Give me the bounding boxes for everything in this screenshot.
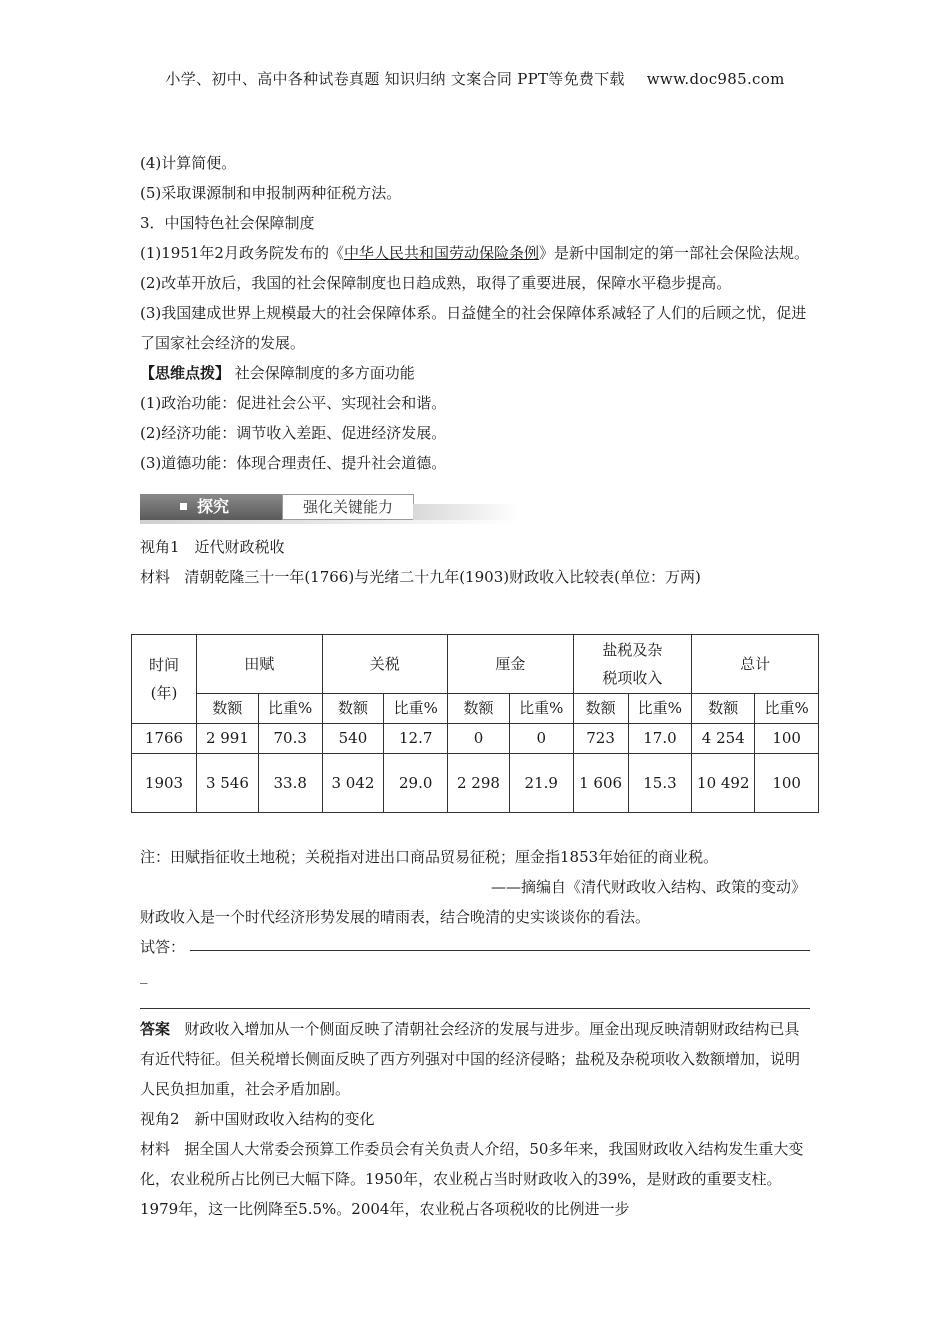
table-cell: 2 298 [448, 754, 510, 813]
table-cell: 3 042 [322, 754, 384, 813]
table-subheader-row [132, 694, 819, 724]
lower-section [140, 1014, 812, 1224]
sub-header: 比重% [628, 694, 692, 724]
answer-dash: _ [140, 966, 148, 984]
function-2: (2)经济功能：调节收入差距、促进经济发展。 [140, 424, 447, 442]
table-row [132, 754, 819, 813]
sub-header: 数额 [322, 694, 384, 724]
note-source: ——摘编自《清代财政收入结构、政策的变动》 [490, 878, 806, 896]
note-text: 注：田赋指征收土地税；关税指对进出口商品贸易征税；厘金指1853年始征的商业税。 [140, 848, 719, 866]
section-banner [140, 490, 518, 524]
note-section [140, 842, 812, 990]
answer-paragraph [140, 1014, 812, 1104]
material-label-2: 材料 [140, 1140, 171, 1158]
p1-post: 》是新中国制定的第一部社会保险法规。 [538, 244, 809, 262]
table-cell: 723 [573, 724, 628, 754]
header-text: 小学、初中、高中各种试卷真题 知识归纳 文案合同 PPT等免费下载 [165, 70, 625, 88]
group-header: 关税 [322, 635, 448, 694]
table-cell: 100 [755, 754, 819, 813]
table-cell: 1 606 [573, 754, 628, 813]
table-cell: 1903 [132, 754, 197, 813]
group-header: 厘金 [448, 635, 574, 694]
function-1: (1)政治功能：促进社会公平、实现社会和谐。 [140, 394, 447, 412]
paragraph-3: (3)我国建成世界上规模最大的社会保障体系。日益健全的社会保障体系减轻了人们的后顾之忧，促进了国家社会经济的发展。 [140, 304, 807, 352]
sub-header: 数额 [448, 694, 510, 724]
banner-light: 强化关键能力 [282, 494, 414, 520]
table-cell: 0 [509, 724, 573, 754]
table-cell: 100 [755, 724, 819, 754]
top-section [140, 148, 812, 592]
answer-line-2[interactable] [140, 1008, 810, 1009]
function-3: (3)道德功能：体现合理责任、提升社会道德。 [140, 454, 447, 472]
table-cell: 17.0 [628, 724, 692, 754]
table-cell: 0 [448, 724, 510, 754]
table-cell: 2 991 [197, 724, 259, 754]
time-header: 时间 (年) [132, 635, 197, 724]
heading-3: 3．中国特色社会保障制度 [140, 214, 315, 232]
p1-pre: (1)1951年2月政务院发布的《 [140, 244, 344, 262]
view2-title: 视角2 新中国财政收入结构的变化 [140, 1110, 375, 1128]
sub-header: 数额 [692, 694, 755, 724]
group-header: 田赋 [197, 635, 323, 694]
revenue-table [131, 634, 819, 813]
paragraph-2: (2)改革开放后，我国的社会保障制度也日趋成熟，取得了重要进展，保障水平稳步提高。 [140, 274, 732, 292]
banner-base [140, 520, 518, 524]
table-cell: 540 [322, 724, 384, 754]
sub-header: 数额 [573, 694, 628, 724]
answer-prompt: 试答： [140, 938, 186, 956]
tip-label: 【思维点拨】 [140, 364, 231, 382]
paragraph-1 [140, 238, 812, 268]
tip-title: 社会保障制度的多方面功能 [234, 364, 415, 382]
table-cell: 15.3 [628, 754, 692, 813]
banner-left-label: 探究 [197, 497, 230, 516]
table-cell: 1766 [132, 724, 197, 754]
question-text: 财政收入是一个时代经济形势发展的晴雨表，结合晚清的史实谈谈你的看法。 [140, 908, 651, 926]
table-cell: 10 492 [692, 754, 755, 813]
sub-header: 比重% [755, 694, 819, 724]
sub-header: 比重% [509, 694, 573, 724]
material-text: 清朝乾隆三十一年(1766)与光绪二十九年(1903)财政收入比较表(单位：万两) [184, 568, 701, 586]
table-cell: 29.0 [384, 754, 448, 813]
sub-header: 比重% [258, 694, 322, 724]
group-header: 总计 [692, 635, 819, 694]
sub-header: 数额 [197, 694, 259, 724]
law-link[interactable]: 中华人民共和国劳动保险条例 [343, 244, 539, 262]
view2-material [140, 1134, 812, 1224]
answer-text: 财政收入增加从一个侧面反映了清朝社会经济的发展与进步。厘金出现反映清朝财政结构已具有近代特征。但关税增长侧面反映了西方列强对中国的经济侵略；盐税及杂税项收入数额增加，说明人民负担加重，社会矛盾加剧。 [140, 1020, 801, 1098]
banner-dark [140, 494, 282, 520]
banner-fade [413, 504, 518, 520]
table-cell: 70.3 [258, 724, 322, 754]
answer-line-1[interactable] [190, 950, 810, 951]
group-header: 盐税及杂 税项收入 [573, 635, 692, 694]
square-icon [180, 503, 187, 510]
table-header-row [132, 635, 819, 694]
table-row [132, 724, 819, 754]
table-cell: 4 254 [692, 724, 755, 754]
table-cell: 12.7 [384, 724, 448, 754]
item-4: (4)计算简便。 [140, 154, 237, 172]
material-label: 材料 [140, 568, 171, 586]
table-cell: 21.9 [509, 754, 573, 813]
item-5: (5)采取课源制和申报制两种征税方法。 [140, 184, 402, 202]
answer-label: 答案 [140, 1020, 171, 1038]
material-text-2: 据全国人大常委会预算工作委员会有关负责人介绍，50多年来，我国财政收入结构发生重大变化，农业税所占比例已大幅下降。1950年，农业税占当时财政收入的39%，是财政的重要支柱。1979年，这一比例降至5.5%。2004年，农业税占各项税收的比例进一步 [140, 1140, 804, 1218]
tip-line [140, 358, 812, 388]
view1-material [140, 562, 812, 592]
header-url[interactable]: www.doc985.com [646, 70, 785, 88]
sub-header: 比重% [384, 694, 448, 724]
view1-title: 视角1 近代财政税收 [140, 538, 285, 556]
table-cell: 3 546 [197, 754, 259, 813]
page-header [0, 68, 950, 89]
table-cell: 33.8 [258, 754, 322, 813]
